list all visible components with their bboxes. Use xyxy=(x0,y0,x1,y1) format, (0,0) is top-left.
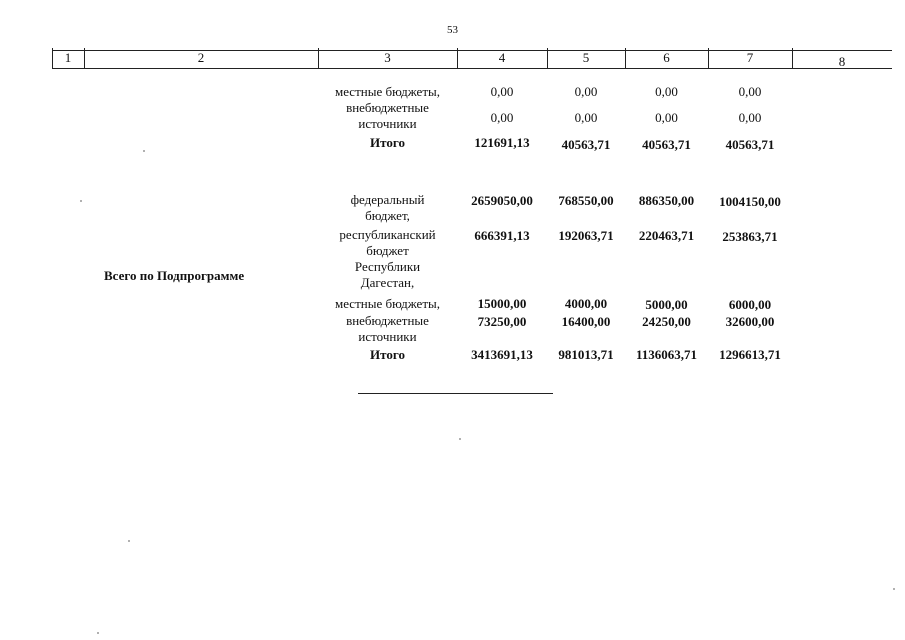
total-value: 40563,71 xyxy=(725,137,775,152)
total-label: Итого xyxy=(370,347,405,362)
funding-source-label: внебюджетные источники xyxy=(346,100,429,131)
scan-speck xyxy=(97,632,99,634)
funding-source-label: республиканский бюджет Республики Дагестан, xyxy=(339,227,436,290)
total-value: 3413691,13 xyxy=(471,347,533,362)
value-cell: 192063,71 xyxy=(558,228,614,243)
value-cell: 886350,00 xyxy=(638,193,695,208)
value-cell: 666391,13 xyxy=(474,228,530,243)
value-cell: 16400,00 xyxy=(561,314,611,329)
scan-speck xyxy=(143,150,145,152)
funding-source-label: местные бюджеты, xyxy=(334,84,440,99)
value-cell: 4000,00 xyxy=(564,296,608,311)
total-value: 40563,71 xyxy=(642,137,691,152)
column-header-2: 2 xyxy=(197,50,205,65)
column-header-5: 5 xyxy=(582,50,590,65)
total-value: 40563,71 xyxy=(561,137,611,152)
value-cell: 0,00 xyxy=(490,84,514,99)
column-header-6: 6 xyxy=(663,50,670,65)
value-cell: 73250,00 xyxy=(477,314,527,329)
funding-source-label: внебюджетные источники xyxy=(346,313,429,344)
value-cell: 0,00 xyxy=(490,110,514,125)
scan-speck xyxy=(80,200,82,202)
total-value: 1136063,71 xyxy=(635,347,698,362)
value-cell: 220463,71 xyxy=(638,228,695,243)
column-header-1: 1 xyxy=(64,50,72,65)
header-bottom-border xyxy=(52,68,892,69)
value-cell: 768550,00 xyxy=(558,193,614,208)
total-value: 1296613,71 xyxy=(719,347,781,362)
value-cell: 0,00 xyxy=(574,110,598,125)
value-cell: 0,00 xyxy=(738,110,762,125)
page-number: 53 xyxy=(447,24,458,36)
funding-source-label: местные бюджеты, xyxy=(334,296,440,311)
column-header-4: 4 xyxy=(498,50,506,65)
column-header-7: 7 xyxy=(746,50,754,65)
total-label: Итого xyxy=(370,135,405,150)
value-cell: 0,00 xyxy=(738,84,762,99)
column-header-8: 8 xyxy=(838,54,846,69)
total-value: 121691,13 xyxy=(474,135,530,150)
funding-source-label: федеральный бюджет, xyxy=(350,192,425,223)
value-cell: 0,00 xyxy=(655,110,678,125)
scan-speck xyxy=(128,540,130,542)
value-cell: 32600,00 xyxy=(725,314,775,329)
value-cell: 6000,00 xyxy=(728,297,772,312)
value-cell: 15000,00 xyxy=(477,296,527,311)
column-header-3: 3 xyxy=(384,50,391,65)
value-cell: 253863,71 xyxy=(722,229,778,244)
scan-speck xyxy=(893,588,895,590)
scan-speck xyxy=(459,438,461,440)
value-cell: 0,00 xyxy=(655,84,678,99)
total-value: 981013,71 xyxy=(558,347,614,362)
value-cell: 1004150,00 xyxy=(719,194,781,209)
value-cell: 24250,00 xyxy=(642,314,691,329)
value-cell: 0,00 xyxy=(574,84,598,99)
value-cell: 5000,00 xyxy=(645,297,688,312)
value-cell: 2659050,00 xyxy=(471,193,533,208)
closing-rule xyxy=(358,393,553,394)
section-title: Всего по Подпрограмме xyxy=(104,268,245,283)
